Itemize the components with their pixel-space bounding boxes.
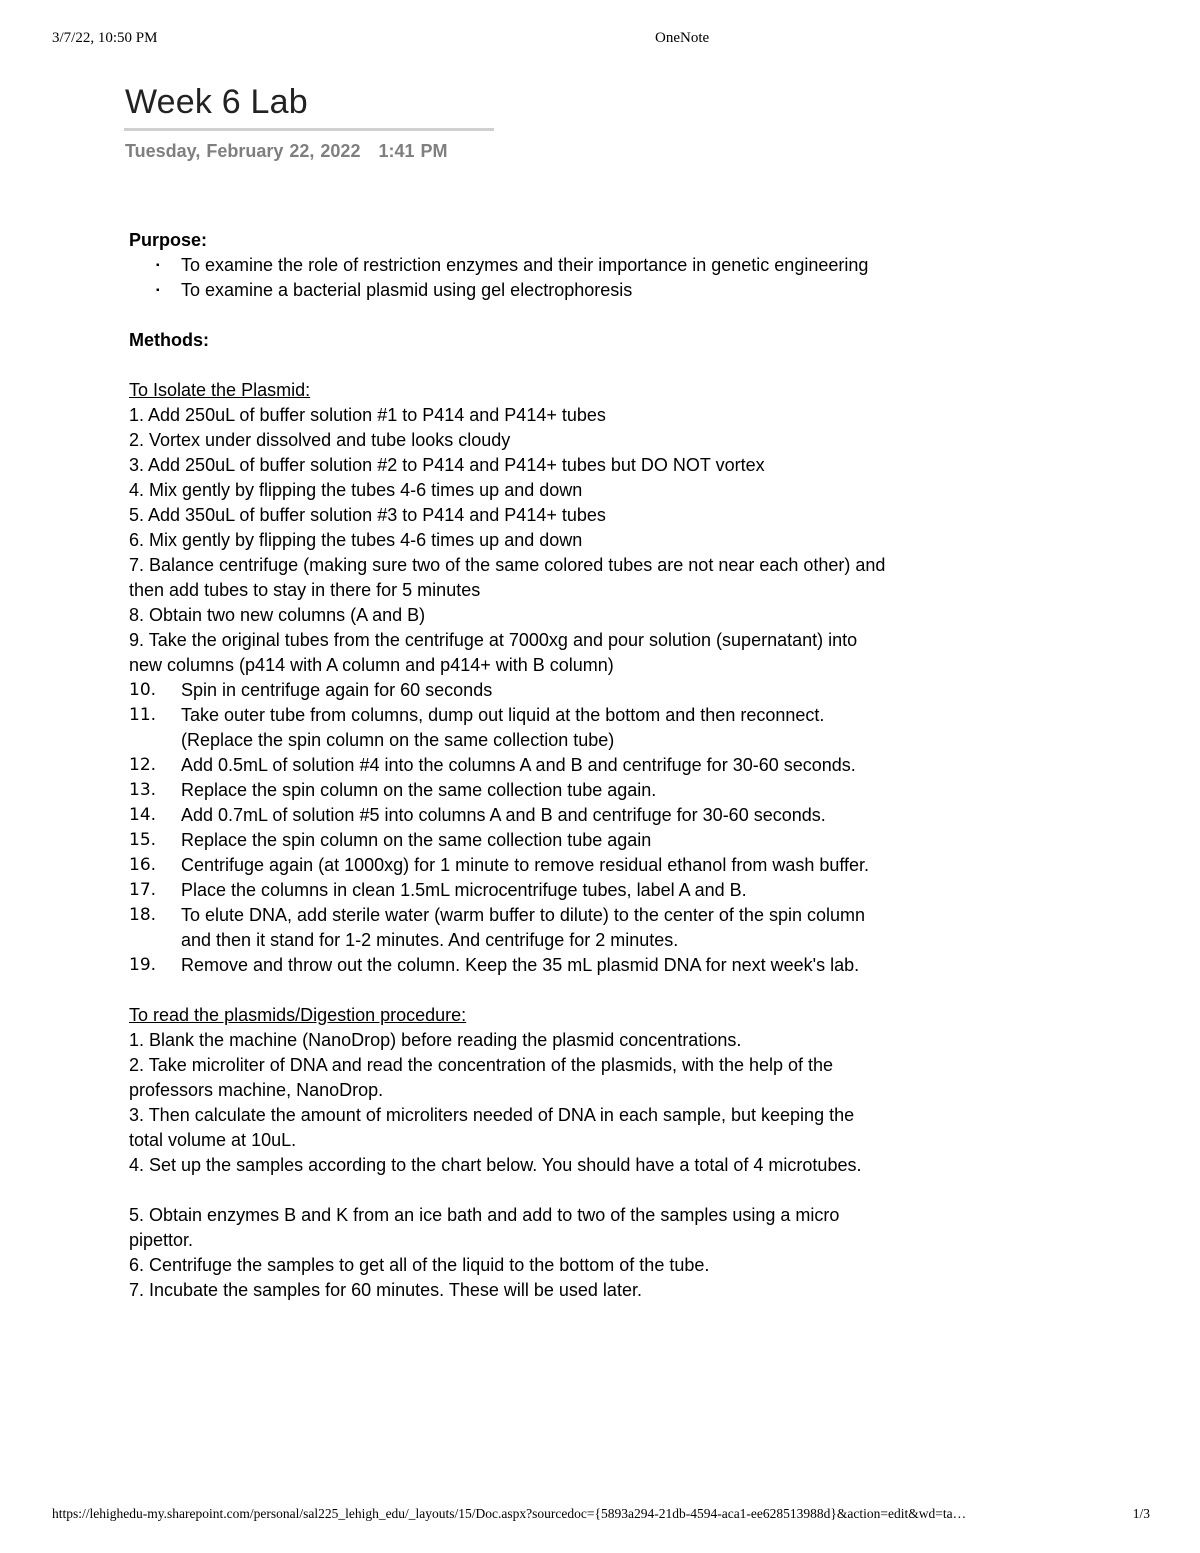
purpose-list (129, 253, 889, 303)
digestion-steps-b (129, 1203, 889, 1303)
purpose-heading: Purpose: (129, 230, 208, 250)
step-number: 11. (129, 705, 157, 725)
isolate-numbered-steps (129, 678, 889, 978)
list-item (129, 803, 889, 828)
bullet-icon: ▪ (156, 260, 160, 271)
print-url: https://lehighedu-my.sharepoint.com/personal/sal225_lehigh_edu/_layouts/15/Doc.aspx?sourcedoc={5893a294-21db-4594-aca1-ee628513988d}&action=edit&wd=ta… (52, 1506, 967, 1521)
methods-heading: Methods: (129, 330, 209, 350)
step-9: 9. Take the original tubes from the centrifuge at 7000xg and pour solution (supernatant) into new columns (p414 with A column and p414+ with B column) (129, 630, 858, 675)
step-number: 13. (129, 780, 157, 800)
step-number: 15. (129, 830, 157, 850)
isolate-section-label: To Isolate the Plasmid: (129, 380, 311, 400)
step-text: Add 0.7mL of solution #5 into columns A and B and centrifuge for 30-60 seconds. (181, 805, 826, 825)
page-title: Week 6 Lab (125, 83, 308, 121)
list-item (129, 878, 889, 903)
step-text: Place the columns in clean 1.5mL microcentrifuge tubes, label A and B. (181, 880, 747, 900)
step-number: 14. (129, 805, 157, 825)
list-item (129, 678, 889, 703)
digestion-step-3: 3. Then calculate the amount of microliters needed of DNA in each sample, but keeping the total volume at 10uL. (129, 1105, 855, 1150)
step-number: 10. (129, 680, 157, 700)
print-datetime: 3/7/22, 10:50 PM (52, 30, 158, 46)
digestion-step-2: 2. Take microliter of DNA and read the concentration of the plasmids, with the help of the professors machine, NanoDrop. (129, 1055, 834, 1100)
step-5: 5. Add 350uL of buffer solution #3 to P414 and P414+ tubes (129, 505, 606, 525)
step-number: 19. (129, 955, 157, 975)
bullet-icon: ▪ (156, 285, 160, 296)
digestion-step-4: 4. Set up the samples according to the chart below. You should have a total of 4 microtubes. (129, 1155, 862, 1175)
step-text: Remove and throw out the column. Keep the 35 mL plasmid DNA for next week's lab. (181, 955, 860, 975)
page-date: Tuesday, February 22, 2022 (125, 141, 361, 161)
step-4: 4. Mix gently by flipping the tubes 4-6 times up and down (129, 480, 583, 500)
list-item (129, 703, 889, 753)
step-text: Centrifuge again (at 1000xg) for 1 minute to remove residual ethanol from wash buffer. (181, 855, 870, 875)
isolate-steps (129, 403, 889, 678)
list-item-text: To examine the role of restriction enzymes and their importance in genetic engineering (181, 255, 869, 275)
step-8: 8. Obtain two new columns (A and B) (129, 605, 426, 625)
step-number: 18. (129, 905, 157, 925)
list-item (129, 828, 889, 853)
step-number: 17. (129, 880, 157, 900)
list-item (129, 753, 889, 778)
digestion-section-label: To read the plasmids/Digestion procedure: (129, 1005, 467, 1025)
list-item (129, 953, 889, 978)
list-item (129, 778, 889, 803)
print-app-name: OneNote (655, 30, 710, 46)
digestion-step-6: 6. Centrifuge the samples to get all of the liquid to the bottom of the tube. (129, 1255, 710, 1275)
list-item-text: To examine a bacterial plasmid using gel electrophoresis (181, 280, 633, 300)
list-item (129, 903, 889, 953)
step-2: 2. Vortex under dissolved and tube looks cloudy (129, 430, 511, 450)
step-1: 1. Add 250uL of buffer solution #1 to P414 and P414+ tubes (129, 405, 606, 425)
page-datetime (125, 141, 447, 162)
print-footer (0, 1506, 1200, 1526)
list-item (129, 853, 889, 878)
step-6: 6. Mix gently by flipping the tubes 4-6 times up and down (129, 530, 583, 550)
step-3: 3. Add 250uL of buffer solution #2 to P414 and P414+ tubes but DO NOT vortex (129, 455, 765, 475)
step-text: Replace the spin column on the same collection tube again (181, 830, 652, 850)
digestion-steps-a (129, 1028, 889, 1178)
print-header (0, 30, 1200, 50)
print-page-number: 1/3 (1132, 1506, 1150, 1521)
step-number: 16. (129, 855, 157, 875)
step-7: 7. Balance centrifuge (making sure two of the same colored tubes are not near each other) and then add tubes to stay in there for 5 minutes (129, 555, 886, 600)
step-text: Replace the spin column on the same collection tube again. (181, 780, 657, 800)
step-text: Add 0.5mL of solution #4 into the columns A and B and centrifuge for 30-60 seconds. (181, 755, 856, 775)
step-number: 12. (129, 755, 157, 775)
page-time: 1:41 PM (378, 141, 448, 161)
list-item (129, 278, 889, 303)
step-text: Take outer tube from columns, dump out liquid at the bottom and then reconnect. (Replace the spin column on the same collection tube) (181, 705, 825, 750)
digestion-step-1: 1. Blank the machine (NanoDrop) before reading the plasmid concentrations. (129, 1030, 742, 1050)
digestion-step-7: 7. Incubate the samples for 60 minutes. These will be used later. (129, 1280, 642, 1300)
list-item (129, 253, 889, 278)
note-content (129, 228, 889, 1303)
step-text: To elute DNA, add sterile water (warm buffer to dilute) to the center of the spin column and then it stand for 1-2 minutes. And centrifuge for 2 minutes. (181, 905, 865, 950)
digestion-step-5: 5. Obtain enzymes B and K from an ice bath and add to two of the samples using a micro pipettor. (129, 1205, 840, 1250)
title-underline (124, 128, 494, 131)
step-text: Spin in centrifuge again for 60 seconds (181, 680, 493, 700)
